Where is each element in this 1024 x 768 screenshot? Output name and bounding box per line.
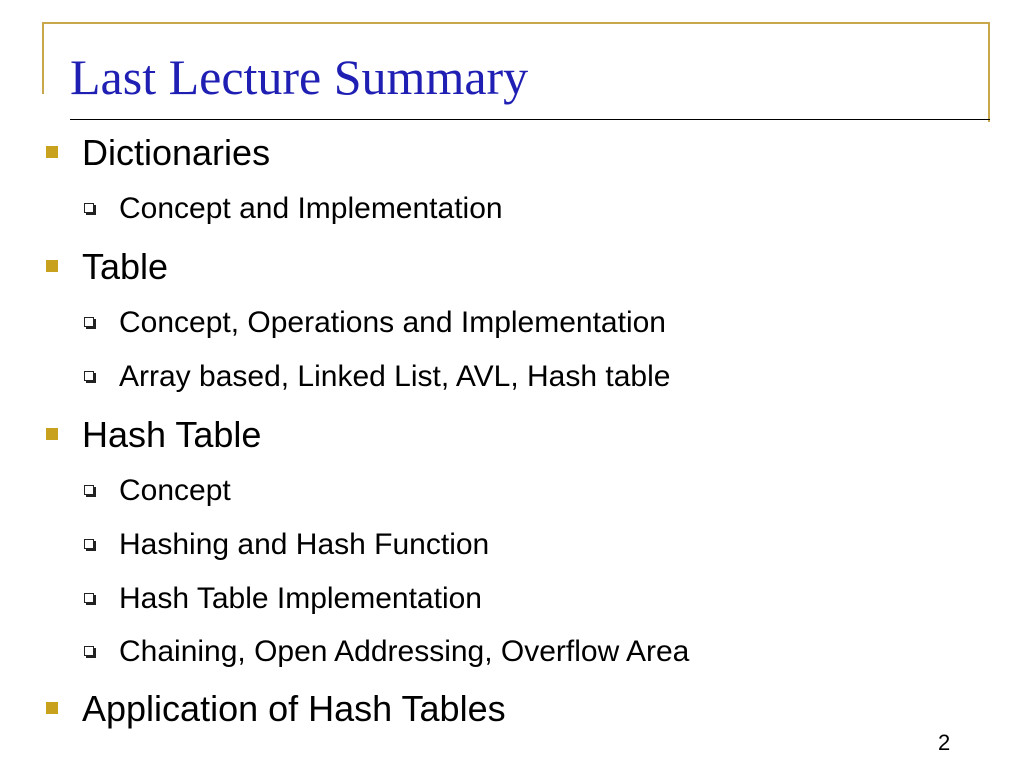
bullet-item [46,133,270,173]
square-bullet-icon [46,702,58,714]
hollow-square-bullet-icon [84,593,94,603]
sub-bullet-text: Array based, Linked List, AVL, Hash table [119,360,671,393]
sub-bullet-item [84,474,231,508]
square-bullet-icon [46,260,58,272]
page-number: 2 [938,730,951,755]
sub-bullet-item [84,528,489,562]
square-bullet-icon [46,428,58,440]
sub-bullet-item [84,192,503,226]
sub-bullet-item [84,582,482,616]
hollow-square-bullet-icon [84,317,94,327]
bullet-item [46,247,168,287]
hollow-square-bullet-icon [84,371,94,381]
sub-bullet-item [84,635,689,669]
bullet-text: Table [82,246,169,287]
bullet-text: Hash Table [82,414,262,455]
sub-bullet-text: Chaining, Open Addressing, Overflow Area [119,635,690,668]
frame-top-line [42,22,990,24]
title-underline [70,119,990,120]
bullet-item [46,689,506,729]
frame-right-line [988,22,990,122]
sub-bullet-item [84,360,670,394]
bullet-text: Application of Hash Tables [82,688,506,729]
bullet-text: Dictionaries [82,132,271,173]
square-bullet-icon [46,146,58,158]
sub-bullet-text: Concept and Implementation [119,192,503,225]
slide-title: Last Lecture Summary [70,49,529,105]
hollow-square-bullet-icon [84,203,94,213]
hollow-square-bullet-icon [84,485,94,495]
frame-left-line [42,22,44,94]
sub-bullet-text: Hashing and Hash Function [119,528,490,561]
hollow-square-bullet-icon [84,539,94,549]
sub-bullet-text: Hash Table Implementation [119,582,482,615]
sub-bullet-text: Concept, Operations and Implementation [119,306,666,339]
sub-bullet-text: Concept [119,474,231,507]
hollow-square-bullet-icon [84,646,94,656]
bullet-item [46,415,261,455]
sub-bullet-item [84,306,666,340]
